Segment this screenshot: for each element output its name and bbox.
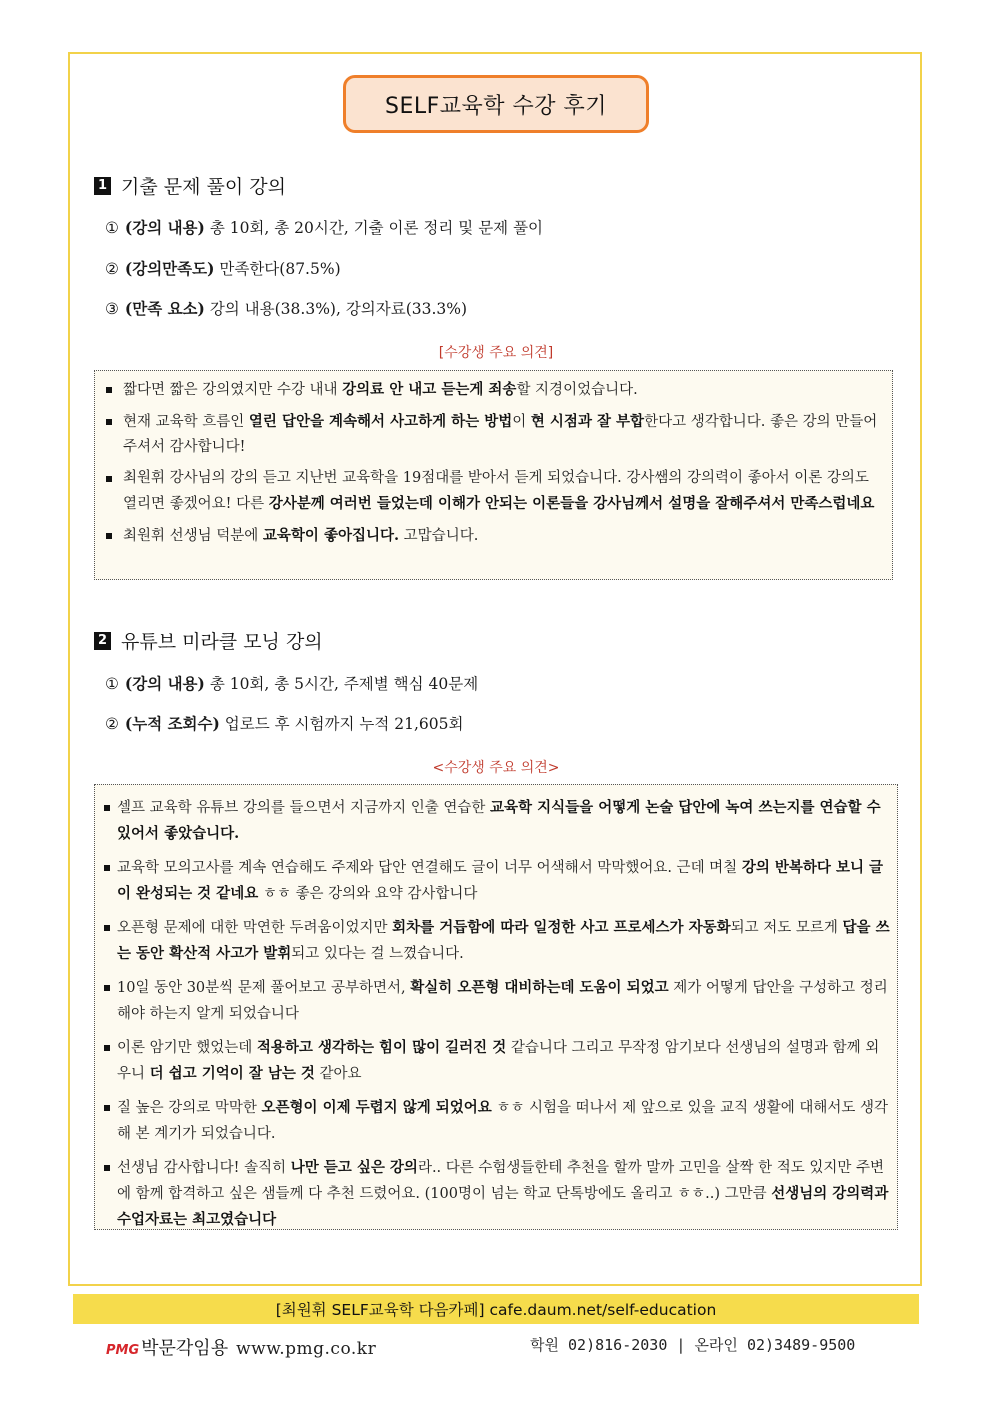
section2-heading bbox=[94, 627, 323, 654]
publisher-brand bbox=[106, 1334, 376, 1360]
section1-title: 기출 문제 풀이 강의 bbox=[121, 176, 286, 198]
section1-item-1: ① (강의 내용) 총 10회, 총 20시간, 기출 이론 정리 및 문제 풀이 bbox=[105, 218, 544, 237]
section2-title: 유튜브 미라클 모닝 강의 bbox=[121, 631, 323, 653]
section1-item-2: ② (강의만족도) 만족한다(87.5%) bbox=[105, 259, 341, 278]
section1-heading bbox=[94, 172, 286, 199]
section2-item-1: ① (강의 내용) 총 10회, 총 5시간, 주제별 핵심 40문제 bbox=[105, 674, 479, 693]
contact-info: 학원 02)816-2030 | 온라인 02)3489-9500 bbox=[530, 1336, 856, 1354]
section2-item-2: ② (누적 조회수) 업로드 후 시험까지 누적 21,605회 bbox=[105, 714, 464, 733]
section2-opinion-label: <수강생 주요 의견> bbox=[432, 760, 560, 776]
section2-opinion-box bbox=[94, 784, 898, 1230]
opinion-item: 최원휘 선생님 덕분에 교육학이 좋아집니다. 고맙습니다. bbox=[123, 523, 882, 549]
opinion-item: 10일 동안 30분씩 문제 풀어보고 공부하면서, 확실히 오픈형 대비하는데 도움이 되었고 제가 어떻게 답안을 구성하고 정리해야 하는지 알게 되었습니다 bbox=[117, 975, 891, 1027]
opinion-item: 교육학 모의고사를 계속 연습해도 주제와 답안 연결해도 글이 너무 어색해서 막막했어요. 근데 며칠 강의 반복하다 보니 글이 완성되는 것 같네요 ㅎㅎ 좋은 강의와 요약 감사합니다 bbox=[117, 855, 891, 907]
opinion-item: 현재 교육학 흐름인 열린 답안을 계속해서 사고하게 하는 방법이 현 시점과 잘 부합한다고 생각합니다. 좋은 강의 만들어 주셔서 감사합니다! bbox=[123, 409, 882, 460]
opinion-item: 질 높은 강의로 막막한 오픈형이 이제 두렵지 않게 되었어요 ㅎㅎ 시험을 떠나서 제 앞으로 있을 교직 생활에 대해서도 생각해 본 계기가 되었습니다. bbox=[117, 1095, 891, 1147]
section1-opinion-label: [수강생 주요 의견] bbox=[438, 345, 554, 361]
opinion-item: 짧다면 짧은 강의였지만 수강 내내 강의료 안 내고 듣는게 죄송할 지경이었습니다. bbox=[123, 377, 882, 403]
opinion-item: 선생님 감사합니다! 솔직히 나만 듣고 싶은 강의라.. 다른 수험생들한테 추천을 할까 말까 고민을 살짝 한 적도 있지만 주변에 함께 합격하고 싶은 샘들께 다 추천 드렸어요. (100명이 넘는 학교 단톡방에도 올리고 ㅎㅎ..) 그만큼 선생님의 강의력과 수업자료는 최고였습니다 bbox=[117, 1155, 891, 1233]
cafe-banner-text: [최원휘 SELF교육학 다음카페] cafe.daum.net/self-education bbox=[275, 1301, 717, 1319]
pmg-logo: PMG bbox=[106, 1343, 140, 1358]
section2-opinion-list bbox=[117, 795, 891, 1233]
cafe-banner bbox=[73, 1294, 919, 1324]
section1-item-3: ③ (만족 요소) 강의 내용(38.3%), 강의자료(33.3%) bbox=[105, 299, 468, 318]
opinion-item: 최원휘 강사님의 강의 듣고 지난번 교육학을 19점대를 받아서 듣게 되었습니다. 강사쌤의 강의력이 좋아서 이론 강의도 열리면 좋겠어요! 다른 강사분께 여러번 들었는데 이해가 안되는 이론들을 강사님께서 설명을 잘해주셔서 만족스럽네요 bbox=[123, 466, 882, 517]
section1-opinion-box bbox=[94, 370, 893, 580]
page-title-box bbox=[343, 75, 649, 133]
section1-opinion-list bbox=[123, 377, 882, 549]
section2-number: 2 bbox=[94, 632, 111, 650]
brand-url: www.pmg.co.kr bbox=[236, 1339, 377, 1359]
opinion-item: 오픈형 문제에 대한 막연한 두려움이었지만 회차를 거듭함에 따라 일정한 사고 프로세스가 자동화되고 저도 모르게 답을 쓰는 동안 확산적 사고가 발휘되고 있다는 걸 느꼈습니다. bbox=[117, 915, 891, 967]
page-title: SELF교육학 수강 후기 bbox=[384, 93, 608, 119]
opinion-item: 셀프 교육학 유튜브 강의를 들으면서 지금까지 인출 연습한 교육학 지식들을 어떻게 논술 답안에 녹여 쓰는지를 연습할 수 있어서 좋았습니다. bbox=[117, 795, 891, 847]
brand-name: 박문각임용 bbox=[141, 1338, 229, 1359]
section1-number: 1 bbox=[94, 177, 111, 195]
opinion-item: 이론 암기만 했었는데 적용하고 생각하는 힘이 많이 길러진 것 같습니다 그리고 무작정 암기보다 선생님의 설명과 함께 외우니 더 쉽고 기억이 잘 남는 것 같아요 bbox=[117, 1035, 891, 1087]
